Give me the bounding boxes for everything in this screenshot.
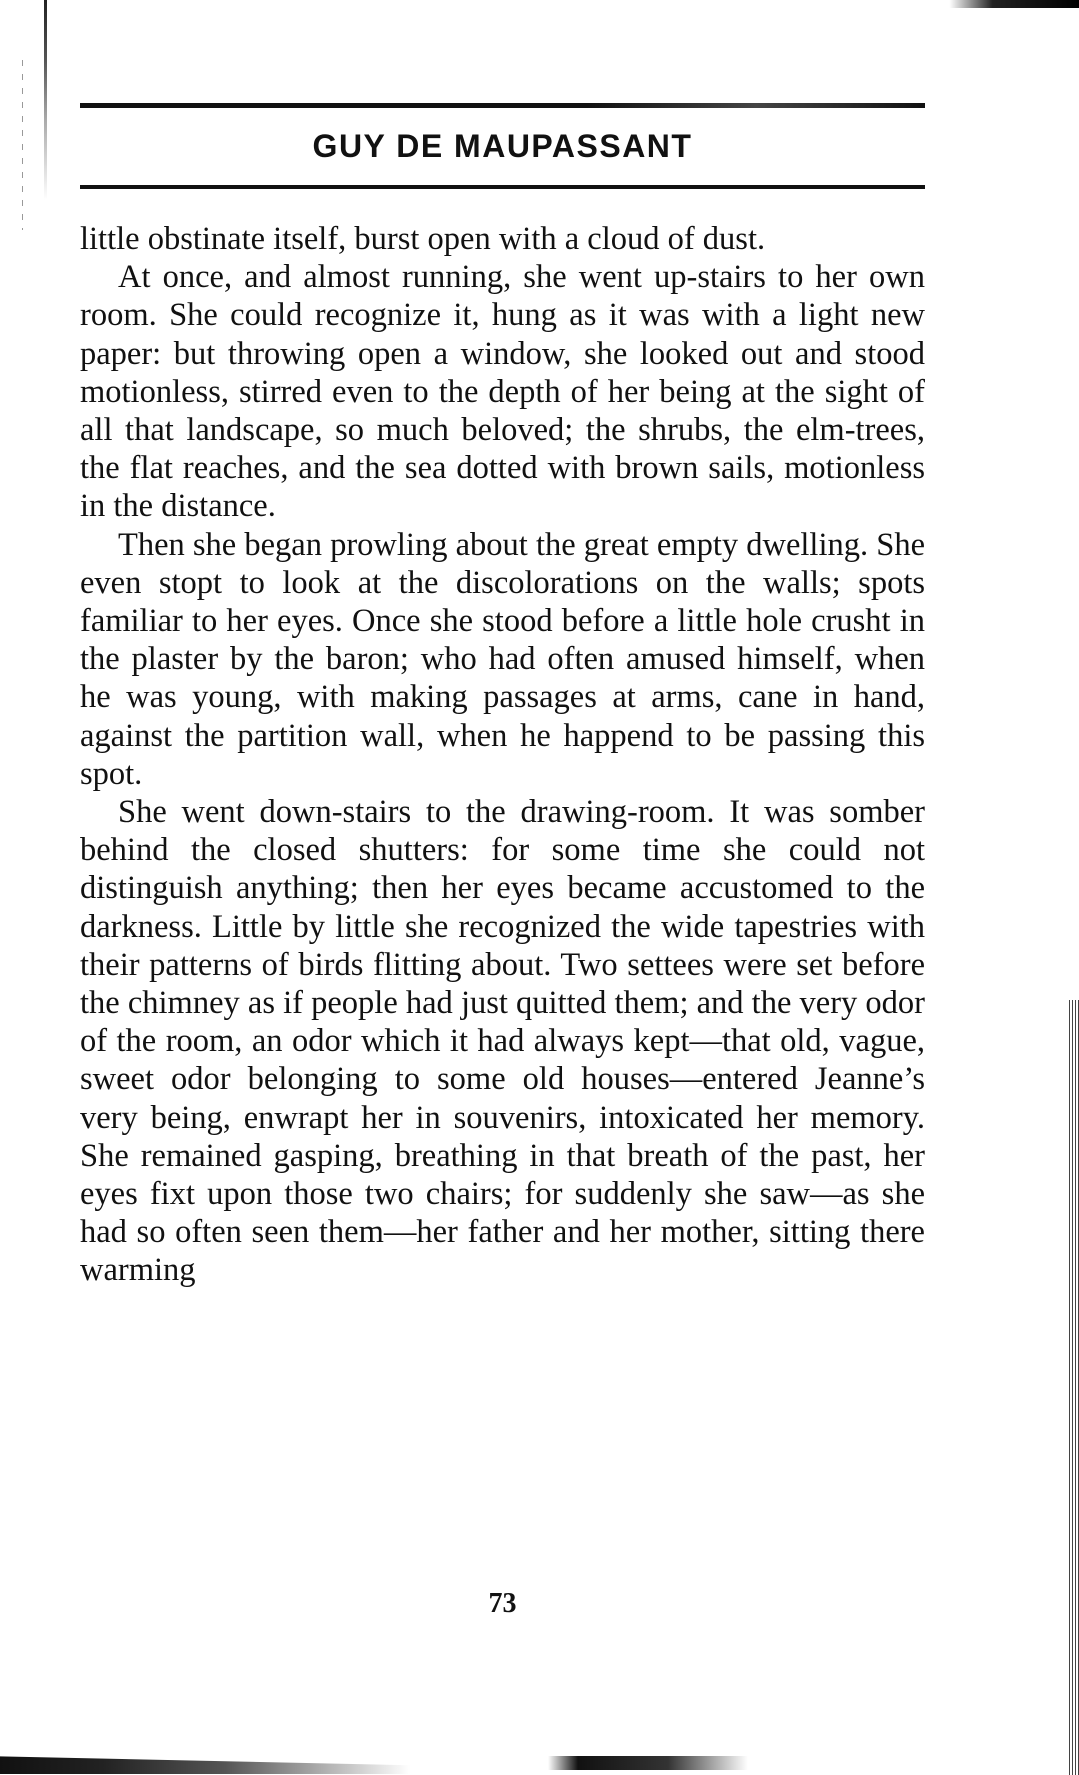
scan-smudge-bottom-middle — [548, 1756, 748, 1770]
scan-edge-top — [0, 0, 1079, 8]
paragraph-continued: little obstinate itself, burst open with a cloud of dust. — [80, 221, 766, 257]
header-rule-bottom — [80, 185, 925, 189]
paragraph: She went down-stairs to the drawing-room. It was somber behind the closed shutters: for some time she could not distinguish anything; then her eyes became accustomed to the darkness. Little by little she recognized the wide tapestries with their patterns of birds flitting about. Two settees were set before the chimney as if people had just quitted them; and the very odor of the room, an odor which it had always kept—that old, vague, sweet odor belonging to some old houses—entered Jeanne’s very being, enwrapt her in souvenirs, intoxicated her memory. She remained gasping, breathing in that breath of the past, her eyes fixt upon those two chairs; for suddenly she saw—as she had so often seen them—her father and her mother, sitting there warming — [80, 794, 925, 1289]
scan-edge-left-dotted — [22, 60, 23, 230]
scan-smudge-bottom-left — [0, 1752, 410, 1774]
header-rule-top — [80, 103, 925, 108]
paragraph: At once, and almost running, she went up-stairs to her own room. She could recognize it, hung as it was with a light new paper: but throwing open a window, she looked out and stood motionless, stirred even to the depth of her being at the sight of all that landscape, so much beloved; the shrubs, the elm-trees, the flat reaches, and the sea dotted with brown sails, motionless in the distance. — [80, 259, 925, 525]
body-text — [80, 220, 925, 1290]
page-number: 73 — [488, 1588, 517, 1619]
scan-edge-left — [44, 0, 47, 200]
paragraph: Then she began prowling about the great empty dwelling. She even stopt to look at the discolorations on the walls; spots familiar to her eyes. Once she stood before a little hole crusht in the plaster by the baron; who had often amused himself, when he was young, with making passages at arms, cane in hand, against the partition wall, when he happend to be passing this spot. — [80, 526, 925, 792]
scan-edge-right — [1069, 1000, 1079, 1775]
running-head: GUY DE MAUPASSANT — [312, 128, 693, 164]
